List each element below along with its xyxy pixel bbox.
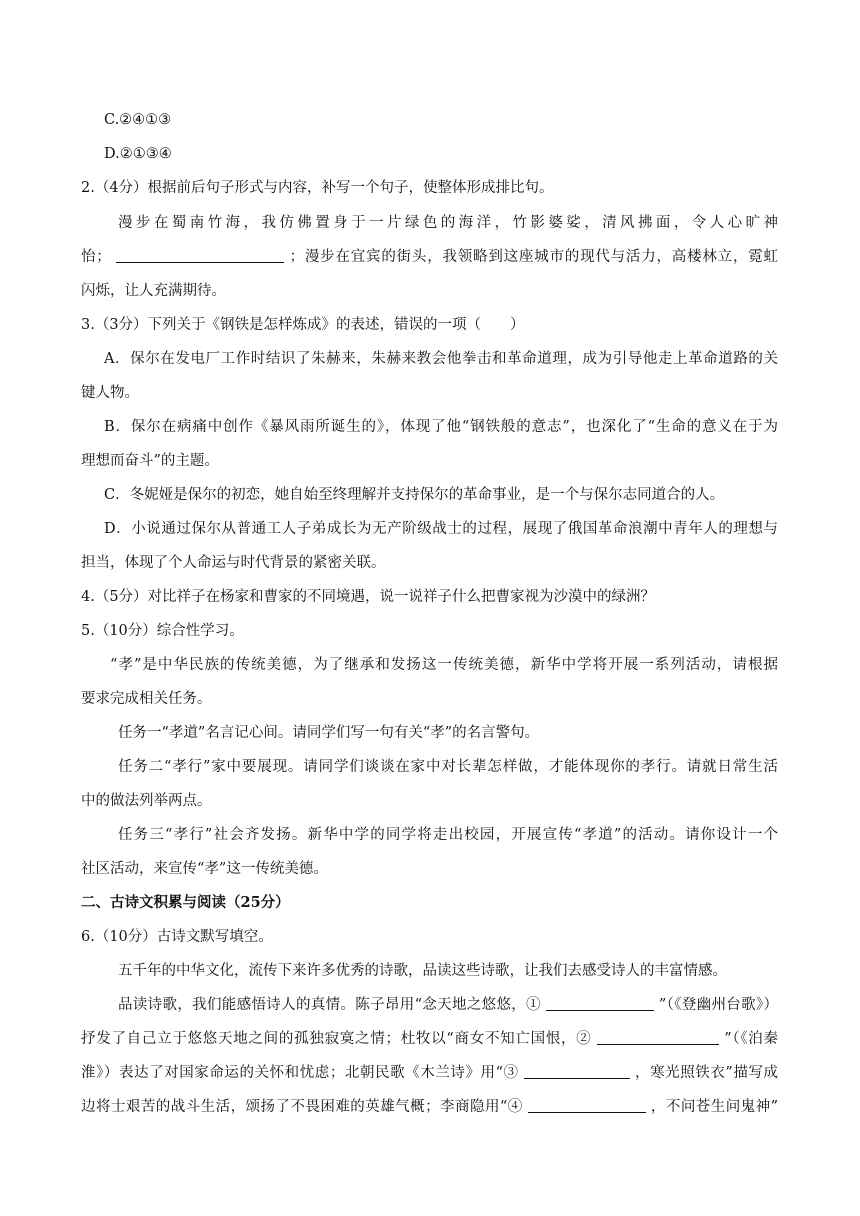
q6-stem: 6.（10分）古诗文默写填空。 (81, 929, 273, 945)
q3-option-d-line2: 担当，体现了个人命运与时代背景的紧密关联。 (81, 555, 386, 571)
q6-line3-start: 淮》）表达了对国家命运的关怀和忧虑；北朝民歌《木兰诗》用“③ (81, 1065, 519, 1081)
q3-option-d-line1: D．小说通过保尔从普通工人子弟成长为无产阶级战士的过程，展现了俄国革命浪潮中青年人的理想与 (104, 521, 778, 537)
q3-option-a-line2: 键人物。 (81, 385, 139, 401)
q6-line4 (81, 1097, 778, 1117)
q5-stem: 5.（10分）综合性学习。 (81, 623, 244, 639)
q2-text-line1: 漫步在蜀南竹海，我仿佛置身于一片绿色的海洋，竹影婆娑，清风拂面，令人心旷神 (118, 215, 778, 231)
q6-line3 (81, 1063, 778, 1083)
q5-task2-line1: 任务二“孝行”家中要展现。请同学们谈谈在家中对长辈怎样做，才能体现你的孝行。请就日常生活 (118, 759, 778, 775)
q6-blank-1[interactable] (546, 995, 654, 1011)
q5-intro-line1: “孝”是中华民族的传统美德，为了继承和发扬这一传统美德，新华中学将开展一系列活动，请根据 (110, 657, 778, 673)
q6-line2 (81, 1029, 778, 1049)
q6-line4-start: 边将士艰苦的战斗生活，颂扬了不畏困难的英雄气概；李商隐用“④ (81, 1099, 523, 1115)
q6-line1 (118, 995, 778, 1015)
q2-stem: 2.（4分）根据前后句子形式与内容，补写一个句子，使整体形成排比句。 (81, 180, 554, 196)
q2-answer-blank[interactable] (116, 247, 284, 263)
q5-task1: 任务一“孝道”名言记心间。请同学们写一句有关“孝”的名言警句。 (118, 725, 540, 741)
q2-text-line3: 闪烁，让人充满期待。 (81, 283, 226, 299)
q6-line3-end: ，寒光照铁衣”描写成 (635, 1065, 779, 1081)
q2-text-line2-end: ；漫步在宜宾的街头，我领略到这座城市的现代与活力，高楼林立，霓虹 (289, 249, 779, 265)
q6-line4-end: ，不问苍生问鬼神” (650, 1099, 779, 1115)
q6-blank-3[interactable] (524, 1063, 630, 1079)
q6-line1-start: 品读诗歌，我们能感悟诗人的真情。陈子昂用“念天地之悠悠，① (118, 997, 541, 1013)
q3-option-c: C．冬妮娅是保尔的初恋，她自始至终理解并支持保尔的革命事业，是一个与保尔志同道合的人。 (104, 487, 725, 503)
q3-stem: 3.（3分）下列关于《钢铁是怎样炼成》的表述，错误的一项（ ） (81, 317, 525, 333)
q1-option-d: D.②①③④ (104, 146, 172, 162)
q6-intro: 五千年的中华文化，流传下来许多优秀的诗歌，品读这些诗歌，让我们去感受诗人的丰富情感。 (118, 963, 727, 979)
q1-option-c: C.②④①③ (104, 112, 172, 128)
q6-blank-4[interactable] (528, 1097, 646, 1113)
q6-blank-2[interactable] (597, 1029, 719, 1045)
q4-stem: 4.（5分）对比祥子在杨家和曹家的不同境遇，说一说祥子什么把曹家视为沙漠中的绿洲？ (81, 589, 656, 605)
q5-intro-line2: 要求完成相关任务。 (81, 691, 212, 707)
q3-option-a-line1: A．保尔在发电厂工作时结识了朱赫来，朱赫来教会他拳击和革命道理，成为引导他走上革命道路的关 (104, 351, 778, 367)
q5-task2-line2: 中的做法列举两点。 (81, 793, 212, 809)
q3-option-b-line1: B．保尔在病痛中创作《暴风雨所诞生的》，体现了他“钢铁般的意志”，也深化了“生命的意义在于为 (104, 419, 778, 435)
q6-line2-end: ”（《泊秦 (724, 1031, 779, 1047)
q2-text-line2 (81, 247, 778, 267)
section-heading: 二、古诗文积累与阅读（25分） (81, 894, 290, 911)
q6-line1-end: ”（《登幽州台歌》） (658, 997, 779, 1013)
q5-task3-line1: 任务三“孝行”社会齐发扬。新华中学的同学将走出校园，开展宣传“孝道”的活动。请你设计一个 (118, 827, 778, 843)
q2-text-line2-start: 怡； (81, 249, 111, 265)
q5-task3-line2: 社区活动，来宣传“孝”这一传统美德。 (81, 861, 328, 877)
q6-line2-start: 抒发了自己立于悠悠天地之间的孤独寂寞之情；杜牧以“商女不知亡国恨，② (81, 1031, 592, 1047)
q3-option-b-line2: 理想而奋斗”的主题。 (81, 453, 219, 469)
